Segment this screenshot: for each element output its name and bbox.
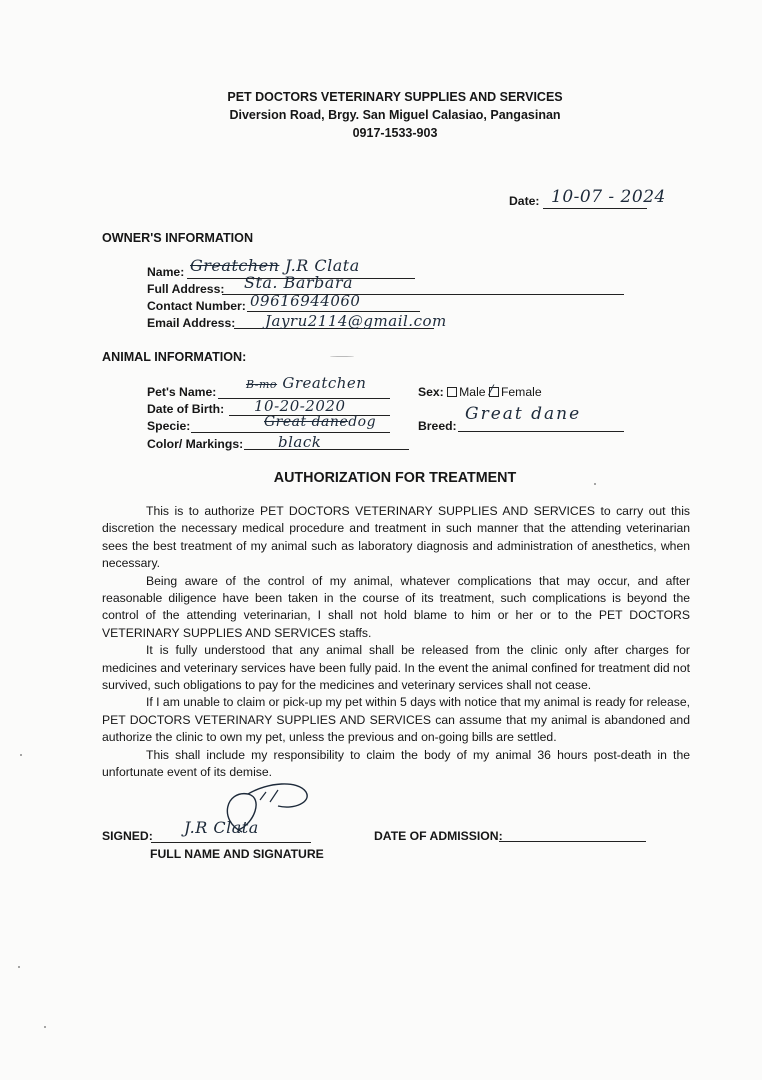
admission-label: DATE OF ADMISSION: (374, 829, 503, 843)
address-value: Sta. Barbara (244, 273, 354, 292)
color-label: Color/ Markings: (147, 437, 244, 451)
specie-struck: Great dane (264, 414, 349, 430)
specie-text: dog (348, 414, 377, 430)
scan-speck (330, 356, 354, 357)
owner-name-label: Name: (147, 265, 185, 279)
signed-value: J.R Clata (184, 818, 259, 837)
color-line (244, 449, 409, 450)
scan-speck (18, 966, 20, 968)
authorization-paragraph-1: This is to authorize PET DOCTORS VETERINARY SUPPLIES AND SERVICES to carry out this discretion the necessary medical procedure and treatment in such manner that the attending veterinarian sees the best treatment of my animal such as laboratory diagnosis and administration of anesthetics, when necessary. (102, 504, 690, 571)
date-label: Date: (509, 194, 540, 208)
clinic-phone: 0917-1533-903 (352, 126, 438, 140)
signed-label: SIGNED: (102, 829, 153, 843)
breed-label: Breed: (418, 419, 457, 433)
signature-caption: FULL NAME AND SIGNATURE (150, 847, 324, 861)
authorization-paragraph-4: If I am unable to claim or pick-up my pet within 5 days with notice that my animal is ready for release, PET DOCTORS VETERINARY SUPPLIES AND SERVICES can assume that my animal is abandoned and authorize the clinic to own my pet, unless the previous and on-going bills are settled. (102, 695, 690, 745)
authorization-paragraph-3: It is fully understood that any animal shall be released from the clinic only after charges for medicines and veterinary services have been fully paid. In the event the animal confined for treatment did not survived, such obligations to pay for the medicines and veterinary services shall not cease. (102, 643, 690, 693)
clinic-name: PET DOCTORS VETERINARY SUPPLIES AND SERVICES (227, 90, 563, 104)
contact-value: 09616944060 (250, 292, 361, 310)
owner-name-text: J.R Clata (285, 256, 360, 275)
authorization-title: AUTHORIZATION FOR TREATMENT (273, 470, 517, 486)
pet-name-value (246, 374, 366, 392)
animal-section-title: ANIMAL INFORMATION: (102, 350, 247, 364)
authorization-body (102, 503, 690, 782)
authorization-paragraph-5: This shall include my responsibility to claim the body of my animal 36 hours post-death in the unfortunate event of its demise. (102, 747, 690, 780)
female-label: Female (500, 385, 542, 399)
scan-speck (44, 1026, 46, 1028)
sex-label: Sex: (418, 385, 444, 399)
sex-field (418, 385, 542, 399)
pet-name-label: Pet's Name: (147, 385, 217, 399)
female-checkbox[interactable]: / (489, 387, 499, 397)
scan-speck (20, 754, 22, 756)
owner-section-title: OWNER'S INFORMATION (102, 231, 254, 245)
male-checkbox[interactable] (447, 387, 457, 397)
contact-label: Contact Number: (147, 299, 246, 313)
dob-value: 10-20-2020 (254, 397, 346, 415)
specie-value (264, 414, 376, 430)
color-value: black (278, 433, 322, 451)
clinic-address: Diversion Road, Brgy. San Miguel Calasiao, Pangasinan (229, 108, 561, 122)
pet-name-text: Greatchen (282, 374, 367, 392)
owner-name-struck: Greatchen (190, 256, 280, 275)
breed-line (458, 431, 624, 432)
admission-line (499, 841, 646, 842)
pet-name-struck: B-mo (246, 378, 278, 391)
breed-value: Great dane (465, 404, 582, 424)
email-value: Jayru2114@gmail.com (265, 312, 447, 330)
specie-label: Specie: (147, 419, 191, 433)
email-label: Email Address: (147, 316, 236, 330)
dob-label: Date of Birth: (147, 402, 225, 416)
male-label: Male (459, 385, 486, 399)
scan-speck (594, 483, 596, 485)
address-label: Full Address: (147, 282, 225, 296)
date-value: 10-07 - 2024 (551, 187, 666, 207)
authorization-paragraph-2: Being aware of the control of my animal, whatever complications that may occur, and after reasonable diligence have been taken in the course of its treatment, such complications is beyond the control of the attending veterinarian, I shall not hold blame to him or her or to the PET DOCTORS VETERINARY SUPPLIES AND SERVICES staffs. (102, 573, 690, 640)
date-line (543, 208, 647, 209)
